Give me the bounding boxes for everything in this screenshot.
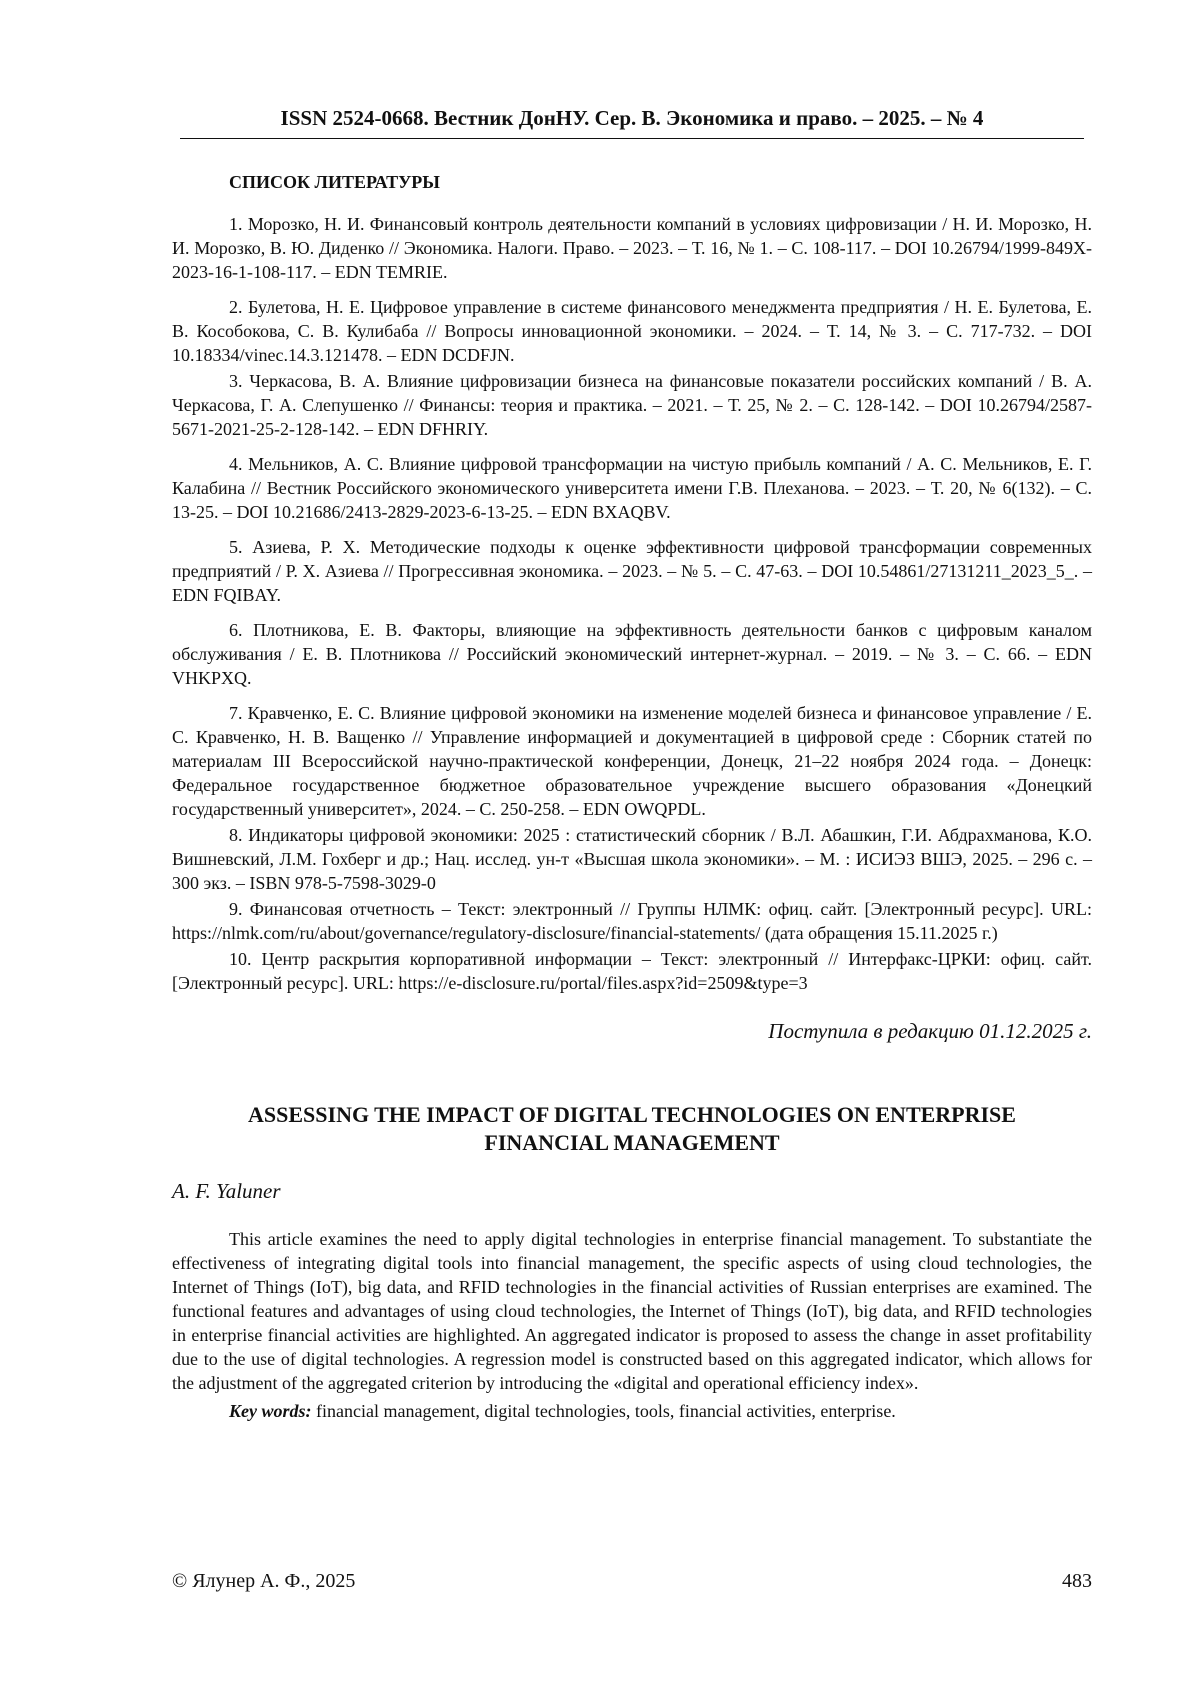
keywords-label: Key words: bbox=[229, 1401, 312, 1421]
reference-item: 9. Финансовая отчетность – Текст: электронный // Группы НЛМК: офиц. сайт. [Электронный ресурс]. URL: https://nlmk.com/ru/about/governance/regulatory-disclosure/financial-statements/ (дата обращения 15.11.2025 г.) bbox=[172, 899, 1092, 943]
reference-item: 4. Мельников, А. С. Влияние цифровой трансформации на чистую прибыль компаний / А. С. Мельников, Е. Г. Калабина // Вестник Российского экономического университета имени Г.В. Плеханова. – 2023. – Т. 20, № 6(132). – С. 13-25. – DOI 10.21686/2413-2829-2023-6-13-25. – EDN BXAQBV. bbox=[172, 454, 1092, 522]
references-title: СПИСОК ЛИТЕРАТУРЫ bbox=[229, 172, 440, 192]
copyright-notice: © Ялунер А. Ф., 2025 bbox=[172, 1570, 356, 1592]
reference-item: 2. Булетова, Н. Е. Цифровое управление в системе финансового менеджмента предприятия / Н. Е. Булетова, Е. В. Кособокова, С. В. Кулибаба // Вопросы инновационной экономики. – 2024. – Т. 14, № 3. – С. 717-732. – DOI 10.18334/vinec.14.3.121478. – EDN DCDFJN. bbox=[172, 297, 1092, 365]
reference-list bbox=[172, 212, 1092, 995]
page-number: 483 bbox=[1062, 1570, 1092, 1592]
reference-item: 6. Плотникова, Е. В. Факторы, влияющие на эффективность деятельности банков с цифровым каналом обслуживания / Е. В. Плотникова // Российский экономический интернет-журнал. – 2019. – № 3. – С. 66. – EDN VHKPXQ. bbox=[172, 620, 1092, 688]
reference-item: 7. Кравченко, Е. С. Влияние цифровой экономики на изменение моделей бизнеса и финансовое управление / Е. С. Кравченко, Н. В. Ващенко // Управление информацией и документацией в цифровой среде : Сборник статей по материалам III Всероссийской научно-практической конференции, Донецк, 21–22 ноября 2024 года. – Донецк: Федеральное государственное бюджетное образовательное учреждение высшего образования «Донецкий государственный университет», 2024. – С. 250-258. – EDN OWQPDL. bbox=[172, 703, 1092, 819]
page-footer bbox=[172, 1570, 1092, 1593]
english-title-line-1: ASSESSING THE IMPACT OF DIGITAL TECHNOLOGIES ON ENTERPRISE bbox=[248, 1102, 1016, 1127]
received-date: Поступила в редакцию 01.12.2025 г. bbox=[768, 1019, 1092, 1043]
page-content bbox=[172, 170, 1092, 1423]
english-article-title bbox=[172, 1101, 1092, 1157]
journal-header: ISSN 2524-0668. Вестник ДонНУ. Сер. В. Экономика и право. – 2025. – № 4 bbox=[180, 104, 1084, 139]
keywords-line bbox=[172, 1399, 1092, 1423]
reference-item: 8. Индикаторы цифровой экономики: 2025 : статистический сборник / В.Л. Абашкин, Г.И. Абдрахманова, К.О. Вишневский, Л.М. Гохберг и др.; Нац. исслед. ун-т «Высшая школа экономики». – М. : ИСИЭЗ ВШЭ, 2025. – 296 с. – 300 экз. – ISBN 978-5-7598-3029-0 bbox=[172, 825, 1092, 893]
reference-item: 10. Центр раскрытия корпоративной информации – Текст: электронный // Интерфакс-ЦРКИ: офиц. сайт. [Электронный ресурс]. URL: https://e-disclosure.ru/portal/files.aspx?id=2509&type=3 bbox=[172, 949, 1092, 993]
reference-item: 1. Морозко, Н. И. Финансовый контроль деятельности компаний в условиях цифровизации / Н. И. Морозко, Н. И. Морозко, В. Ю. Диденко // Экономика. Налоги. Право. – 2023. – Т. 16, № 1. – С. 108-117. – DOI 10.26794/1999-849X-2023-16-1-108-117. – EDN TEMRIE. bbox=[172, 214, 1092, 282]
reference-item: 5. Азиева, Р. Х. Методические подходы к оценке эффективности цифровой трансформации современных предприятий / Р. Х. Азиева // Прогрессивная экономика. – 2023. – № 5. – С. 47-63. – DOI 10.54861/27131211_2023_5_. – EDN FQIBAY. bbox=[172, 537, 1092, 605]
reference-item: 3. Черкасова, В. А. Влияние цифровизации бизнеса на финансовые показатели российских компаний / В. А. Черкасова, Г. А. Слепушенко // Финансы: теория и практика. – 2021. – Т. 25, № 2. – С. 128-142. – DOI 10.26794/2587-5671-2021-25-2-128-142. – EDN DFHRIY. bbox=[172, 371, 1092, 439]
english-title-line-2: FINANCIAL MANAGEMENT bbox=[484, 1130, 780, 1155]
keywords-text: financial management, digital technologies, tools, financial activities, enterprise. bbox=[316, 1401, 896, 1421]
author-name: A. F. Yaluner bbox=[172, 1179, 281, 1203]
abstract-text: This article examines the need to apply digital technologies in enterprise financial management. To substantiate the effectiveness of integrating digital tools into financial management, the specific aspects of using cloud technologies, the Internet of Things (IoT), big data, and RFID technologies in the financial activities of Russian enterprises are examined. The functional features and advantages of using cloud technologies, the Internet of Things (IoT), big data, and RFID technologies in enterprise financial activities are highlighted. An aggregated indicator is proposed to assess the change in asset profitability due to the use of digital technologies. A regression model is constructed based on this aggregated indicator, which allows for the adjustment of the aggregated criterion by introducing the «digital and operational efficiency index». bbox=[172, 1229, 1092, 1393]
